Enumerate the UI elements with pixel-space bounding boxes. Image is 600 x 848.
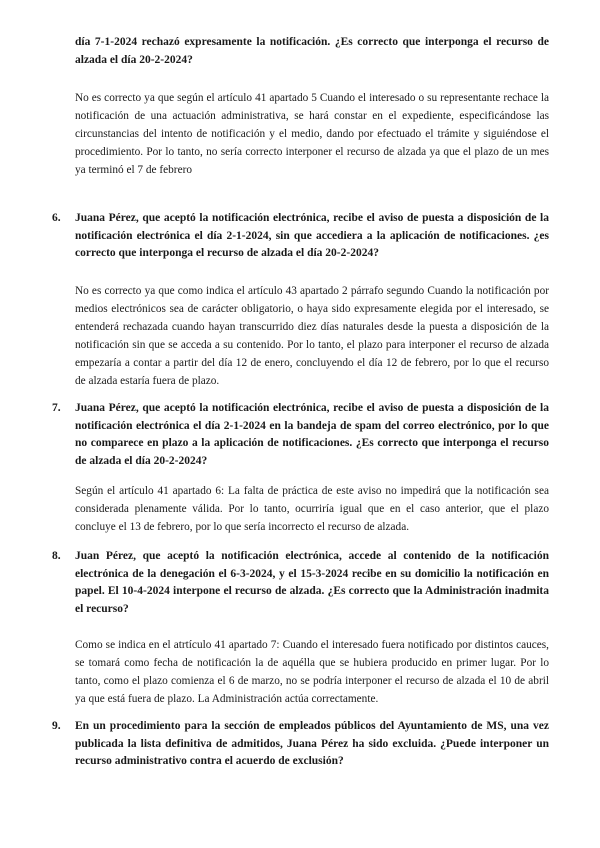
question-9 xyxy=(52,718,549,771)
question-7 xyxy=(52,400,549,470)
question-5-continuation: día 7-1-2024 rechazó expresamente la notificación. ¿Es correcto que interponga el recurso de alzada el día 20-2-2024? xyxy=(75,36,549,66)
answer-6: No es correcto ya que como indica el artículo 43 apartado 2 párrafo segundo Cuando la notificación por medios electrónicos sea de carácter obligatorio, o haya sido expresamente elegida por el interesado, se entenderá rechazada cuando hayan transcurrido diez días naturales desde la puesta a disposición de la notificación sin que se acceda a su contenido. Por lo tanto, el plazo para interponer el recurso de alzada empezaría a contar a partir del día 12 de enero, concluyendo el día 12 de febrero, por lo que el recurso de alzada estaría fuera de plazo. xyxy=(75,285,549,387)
question-text: Juan Pérez, que aceptó la notificación electrónica, accede al contenido de la notificación electrónica de la denegación el 6-3-2024, y el 15-3-2024 recibe en su domicilio la notificación en papel. El 10-4-2024 interpone el recurso de alzada. ¿Es correcto que la Administración inadmita el recurso? xyxy=(75,550,549,615)
answer-8: Como se indica en el atrtículo 41 apartado 7: Cuando el interesado fuera notificado por distintos cauces, se tomará como fecha de notificación la de aquélla que se hubiera producido en primer lugar. Por lo tanto, como el plazo comienza el 6 de marzo, no se podría interponer el recurso de alzada el 10 de abril ya que está fuera de plazo. La Administración actúa correctamente. xyxy=(75,639,549,705)
question-number: 6. xyxy=(52,212,61,224)
question-6 xyxy=(52,210,549,263)
question-text: Juana Pérez, que aceptó la notificación electrónica, recibe el aviso de puesta a disposición de la notificación electrónica el día 2-1-2024 en la bandeja de spam del correo electrónico, por lo que no comparece en plazo a la aplicación de notificaciones. ¿Es correcto que interponga el recurso de alzada el día 20-2-2024? xyxy=(75,402,549,467)
answer-5: No es correcto ya que según el artículo 41 apartado 5 Cuando el interesado o su representante rechace la notificación de una actuación administrativa, se hará constar en el expediente, especificándose las circunstancias del intento de notificación y el medio, dando por efectuado el trámite y siguiéndose el procedimiento. Por lo tanto, no sería correcto interponer el recurso de alzada ya que el plazo de un mes ya terminó el 7 de febrero xyxy=(75,92,549,176)
question-8 xyxy=(52,548,549,618)
question-number: 9. xyxy=(52,720,61,732)
question-text: En un procedimiento para la sección de empleados públicos del Ayuntamiento de MS, una vez publicada la lista definitiva de admitidos, Juana Pérez ha sido excluida. ¿Puede interponer un recurso administrativo contra el acuerdo de exclusión? xyxy=(75,720,549,767)
question-number: 7. xyxy=(52,402,61,414)
question-text: Juana Pérez, que aceptó la notificación electrónica, recibe el aviso de puesta a disposición de la notificación electrónica el día 2-1-2024, sin que accediera a la aplicación de notificaciones. ¿es correcto que interponga el recurso de alzada el día 20-2-2024? xyxy=(75,212,549,259)
question-number: 8. xyxy=(52,550,61,562)
answer-7: Según el artículo 41 apartado 6: La falta de práctica de este aviso no impedirá que la notificación sea considerada plenamente válida. Por lo tanto, ocurriría igual que en el caso anterior, que el plazo concluye el 13 de febrero, por lo que sería incorrecto el recurso de alzada. xyxy=(75,485,549,533)
